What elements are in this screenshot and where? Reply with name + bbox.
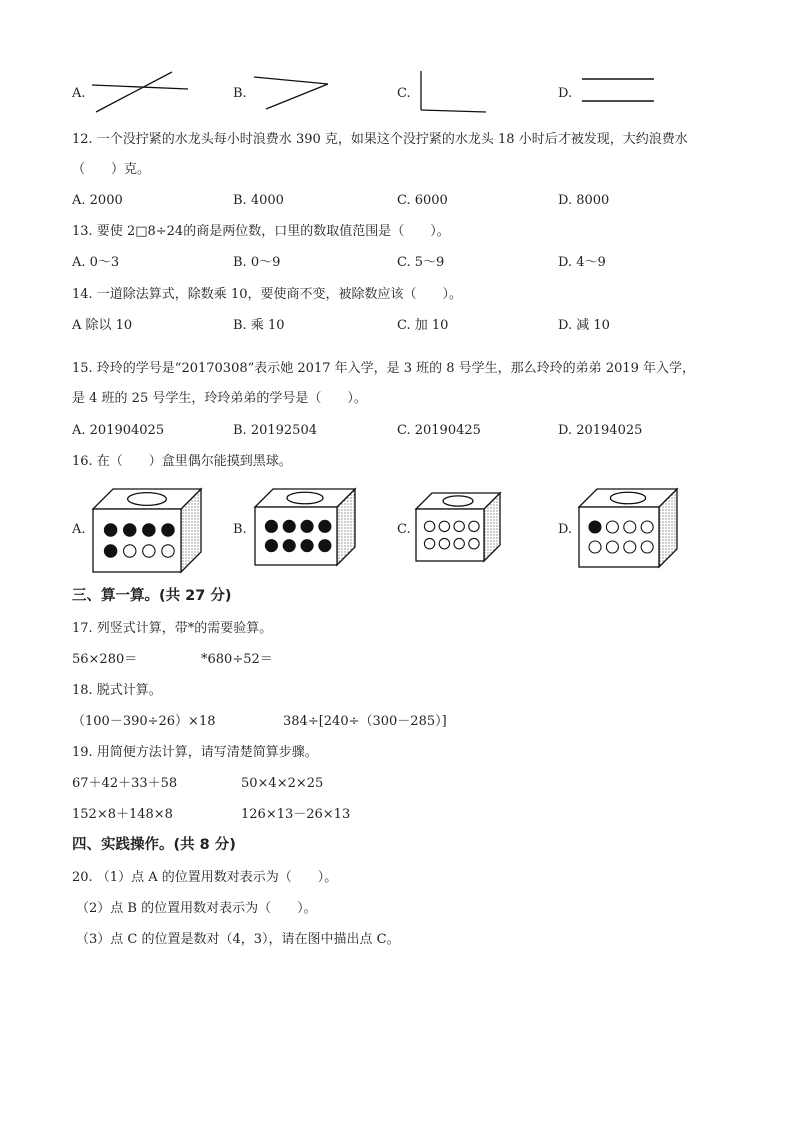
q11-figure-a (90, 70, 190, 115)
q12-text-line2: （ ）克。 (72, 162, 151, 177)
q18-expr-1: （100－390÷26）×18 (72, 714, 216, 729)
black-ball (301, 540, 313, 552)
black-ball (283, 540, 295, 552)
white-ball (641, 541, 653, 553)
white-ball (589, 541, 601, 553)
q14-option-b: B. 乘 10 (233, 318, 285, 333)
box-opening (610, 492, 645, 504)
q17-expr-2: *680÷52＝ (201, 652, 273, 667)
q13-option-d: D. 4～9 (558, 255, 606, 270)
box-front (416, 509, 484, 561)
q16-box-b (254, 488, 358, 566)
white-ball (624, 521, 636, 533)
white-ball (606, 541, 618, 553)
white-ball (424, 538, 434, 548)
q14-option-d: D. 减 10 (558, 318, 610, 333)
q15-option-c: C. 20190425 (397, 423, 481, 438)
q20-part1: 20. （1）点 A 的位置用数对表示为（ ）。 (72, 870, 338, 885)
q18-expr-2: 384÷[240÷（300－285）] (283, 714, 447, 729)
q13-option-c: C. 5～9 (397, 255, 445, 270)
box-front (255, 507, 337, 565)
q11-figure-d (580, 75, 656, 105)
q19-text: 19. 用简便方法计算，请写清楚简算步骤。 (72, 745, 318, 760)
q15-text-line2: 是 4 班的 25 号学生，玲玲弟弟的学号是（ ）。 (72, 391, 367, 406)
q11-option-b-letter: B. (233, 86, 247, 101)
black-ball (589, 521, 601, 533)
black-ball (319, 520, 331, 532)
section3-heading: 三、算一算。(共 27 分) (72, 588, 232, 604)
q12-text-line1: 12. 一个没拧紧的水龙头每小时浪费水 390 克，如果这个没拧紧的水龙头 18 小时后才被发现，大约浪费水 (72, 132, 688, 147)
white-ball (624, 541, 636, 553)
black-ball (319, 540, 331, 552)
q14-option-a: A 除以 10 (72, 318, 133, 333)
q13-text: 13. 要使 2□8÷24的商是两位数，口里的数取值范围是（ ）。 (72, 224, 450, 239)
black-ball (162, 524, 174, 536)
q16-option-d-letter: D. (558, 522, 573, 537)
q15-option-a: A. 201904025 (72, 423, 165, 438)
box-front (93, 509, 181, 572)
q19-expr-1: 67＋42＋33＋58 (72, 776, 178, 791)
q16-option-a-letter: A. (72, 522, 86, 537)
q16-text: 16. 在（ ）盒里偶尔能摸到黑球。 (72, 454, 292, 469)
black-ball (143, 524, 155, 536)
q20-part2: （2）点 B 的位置用数对表示为（ ）。 (76, 901, 317, 916)
q12-option-d: D. 8000 (558, 193, 610, 208)
q14-text: 14. 一道除法算式，除数乘 10，要使商不变，被除数应该（ ）。 (72, 287, 462, 302)
black-ball (265, 540, 277, 552)
white-ball (454, 521, 464, 531)
q13-option-b: B. 0～9 (233, 255, 281, 270)
q12-option-a: A. 2000 (72, 193, 123, 208)
box-front (579, 507, 659, 567)
white-ball (641, 521, 653, 533)
q16-box-a (92, 488, 208, 574)
q11-figure-b (252, 74, 332, 112)
q13-option-a: A. 0～3 (72, 255, 120, 270)
box-opening (443, 496, 473, 506)
q20-part3: （3）点 C 的位置是数对（4，3），请在图中描出点 C。 (76, 932, 400, 947)
black-ball (124, 524, 136, 536)
white-ball (143, 545, 155, 557)
black-ball (104, 545, 116, 557)
black-ball (104, 524, 116, 536)
q14-option-c: C. 加 10 (397, 318, 449, 333)
white-ball (439, 538, 449, 548)
white-ball (162, 545, 174, 557)
q17-text: 17. 列竖式计算，带*的需要验算。 (72, 621, 273, 636)
white-ball (606, 521, 618, 533)
black-ball (283, 520, 295, 532)
q19-expr-2: 50×4×2×25 (241, 776, 324, 791)
black-ball (301, 520, 313, 532)
white-ball (124, 545, 136, 557)
q11-option-c-letter: C. (397, 86, 411, 101)
q11-option-d-letter: D. (558, 86, 573, 101)
white-ball (454, 538, 464, 548)
q12-option-c: C. 6000 (397, 193, 448, 208)
q15-option-d: D. 20194025 (558, 423, 643, 438)
white-ball (469, 538, 479, 548)
q15-text-line1: 15. 玲玲的学号是“20170308”表示她 2017 年入学，是 3 班的 8 号学生，那么玲玲的弟弟 2019 年入学， (72, 361, 696, 376)
q16-box-d (578, 488, 682, 570)
q17-expr-1: 56×280＝ (72, 652, 138, 667)
black-ball (265, 520, 277, 532)
q12-option-b: B. 4000 (233, 193, 284, 208)
q15-option-b: B. 20192504 (233, 423, 317, 438)
q18-text: 18. 脱式计算。 (72, 683, 162, 698)
q16-option-b-letter: B. (233, 522, 247, 537)
box-opening (128, 493, 167, 506)
white-ball (469, 521, 479, 531)
box-opening (287, 492, 323, 504)
section4-heading: 四、实践操作。(共 8 分) (72, 837, 236, 853)
q11-figure-c (418, 70, 490, 114)
q19-expr-3: 152×8＋148×8 (72, 807, 173, 822)
q16-option-c-letter: C. (397, 522, 411, 537)
q19-expr-4: 126×13－26×13 (241, 807, 351, 822)
q16-box-c (415, 492, 503, 564)
white-ball (439, 521, 449, 531)
q11-option-a-letter: A. (72, 86, 86, 101)
white-ball (424, 521, 434, 531)
